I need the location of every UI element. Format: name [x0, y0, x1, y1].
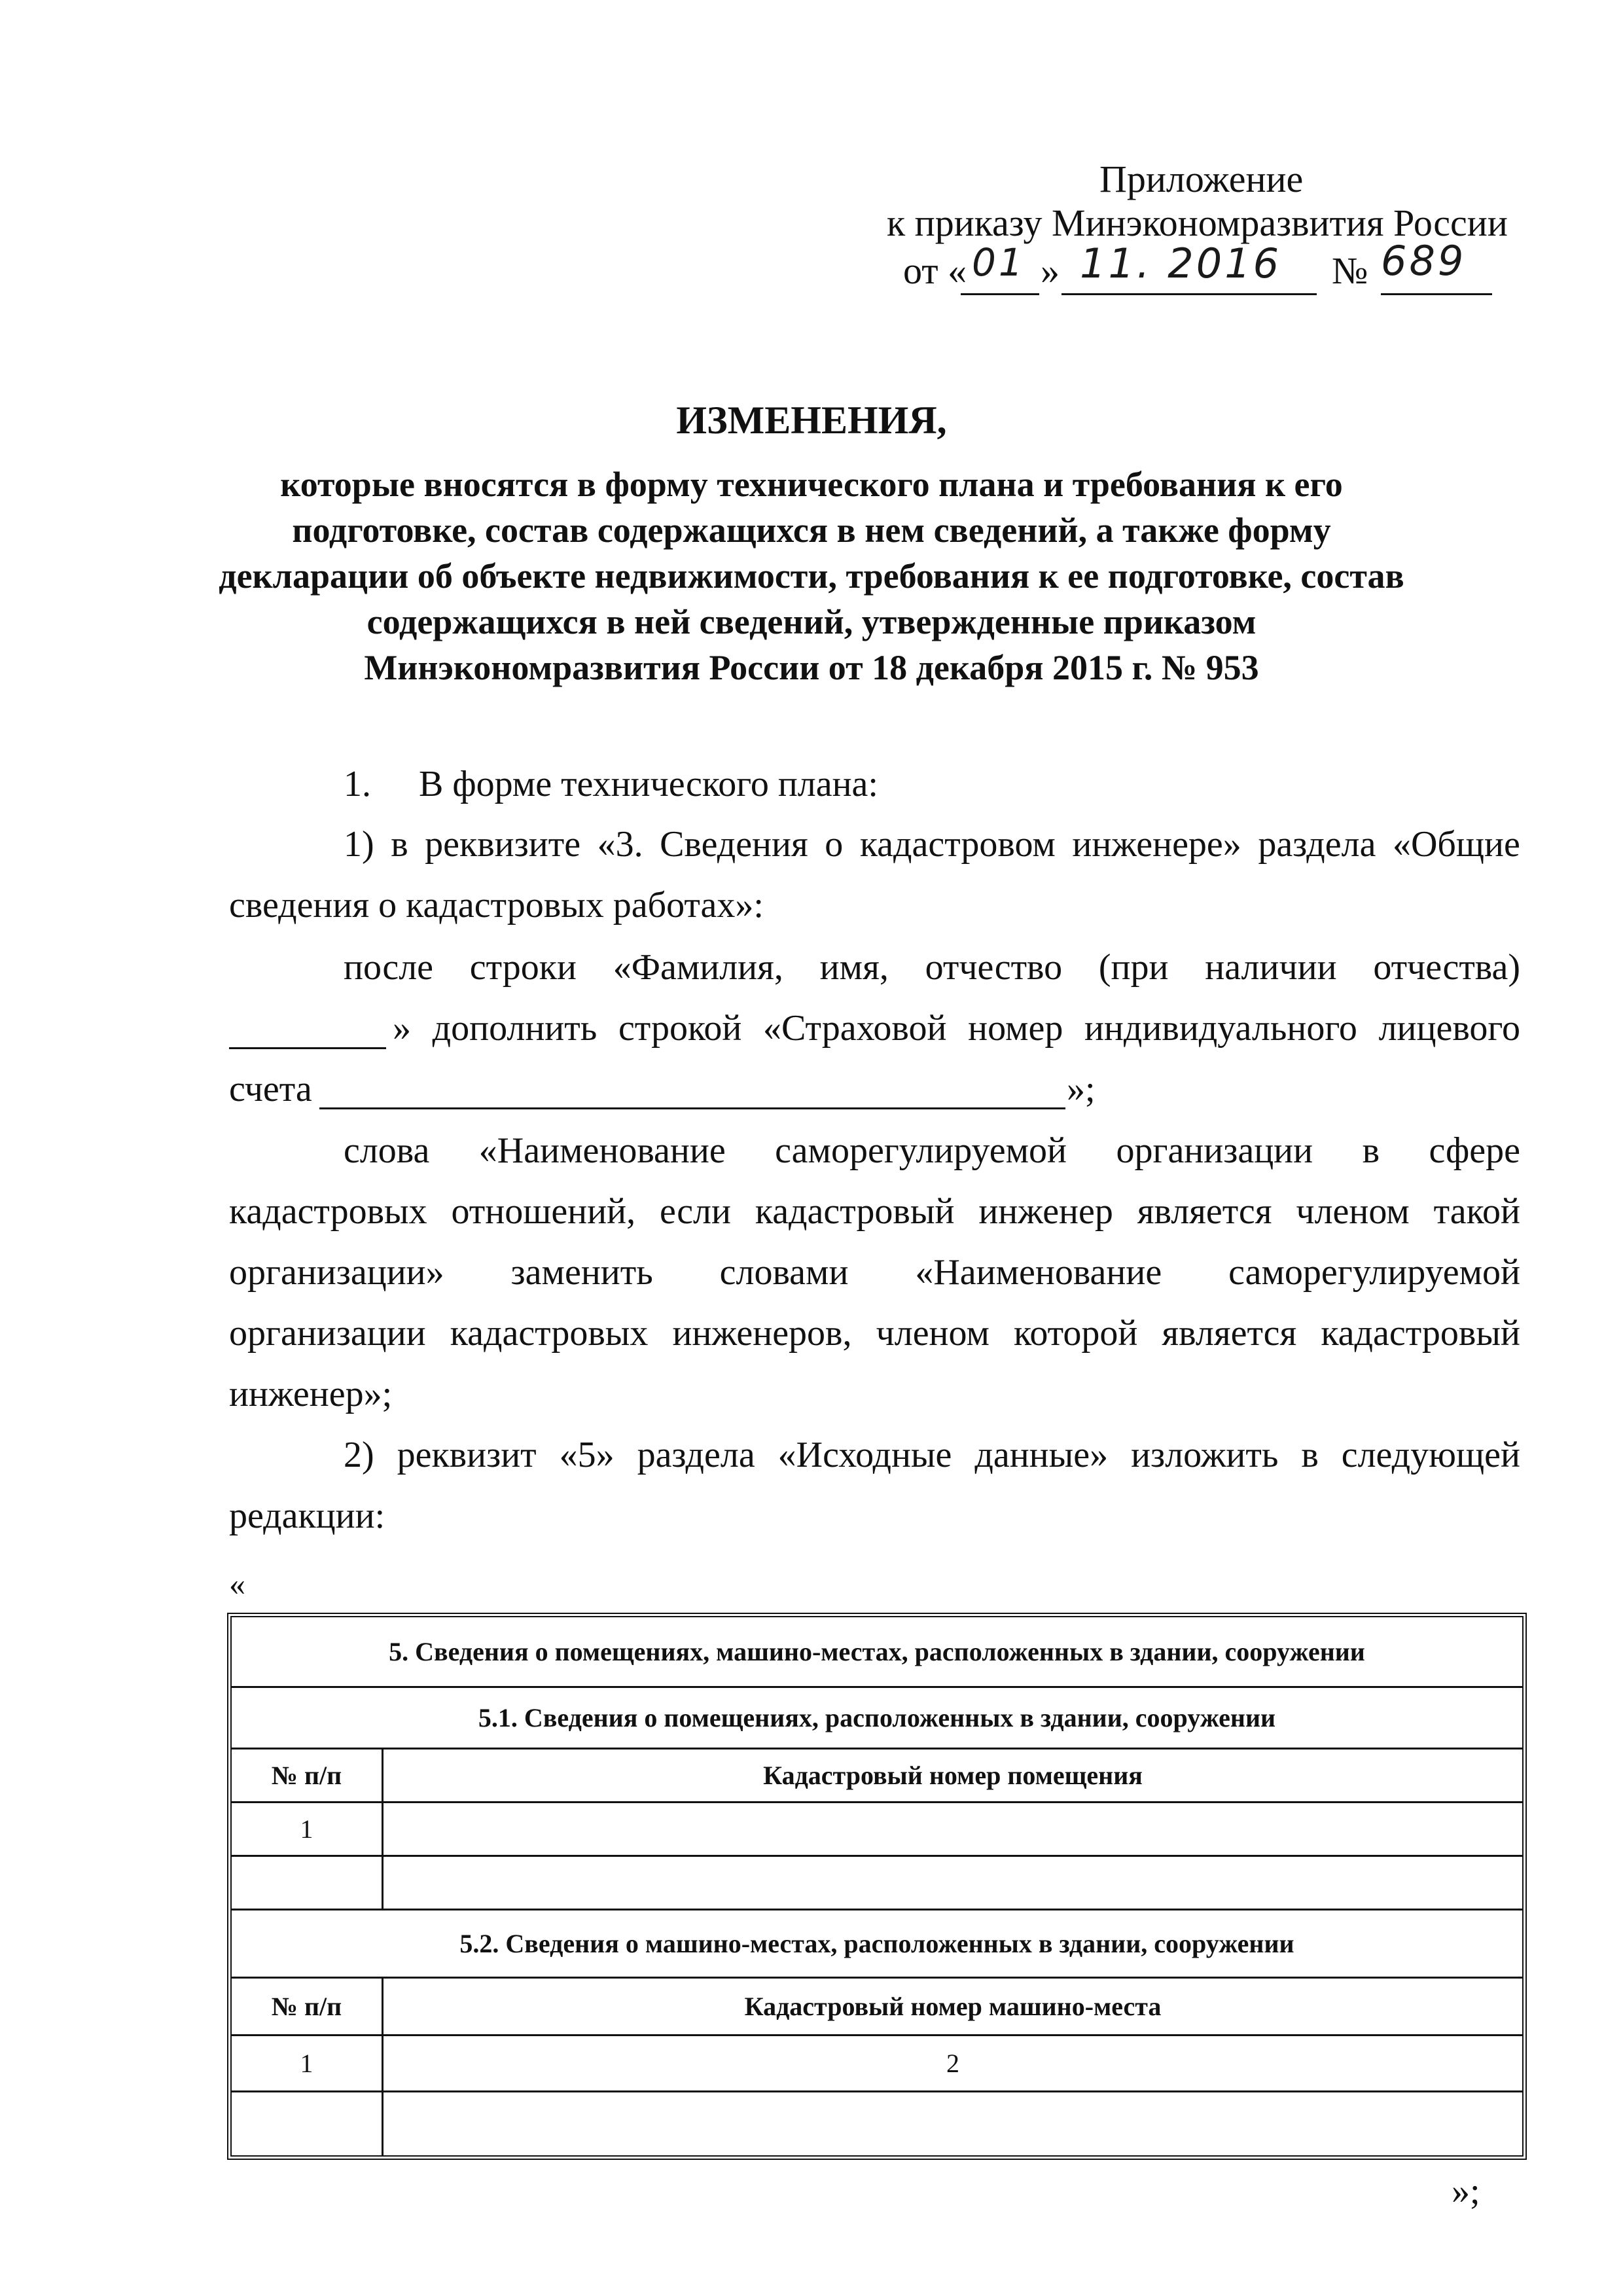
para-5-line-1: [344, 1437, 1520, 1473]
word: реквизите: [425, 824, 581, 865]
para-2-line-1: [344, 826, 1520, 863]
column-header-cadastral-parking: Кадастровый номер машино-места: [744, 1992, 1162, 2021]
word: 2): [344, 1435, 374, 1475]
word: лицевого: [1378, 1008, 1520, 1049]
table-title: 5. Сведения о помещениях, машино-местах, расположенных в здании, сооружении: [389, 1637, 1365, 1666]
item-1-number: 1.: [344, 764, 371, 804]
word: строки: [469, 947, 577, 988]
word: наличии: [1205, 947, 1337, 988]
word: «3.: [597, 824, 643, 865]
order-reference: к приказу Минэкономразвития России: [887, 202, 1508, 244]
word: Сведения: [660, 824, 808, 865]
row-number-cell: [232, 2092, 383, 2155]
word: саморегулируемой: [775, 1130, 1067, 1171]
word: «5»: [559, 1435, 615, 1475]
para-3-line-1: [344, 949, 1520, 986]
word: имя,: [819, 947, 889, 988]
table-row: [232, 2036, 1522, 2092]
para-3-line-2: [393, 1010, 1520, 1047]
section-1-title: 5.1. Сведения о помещениях, расположенных в здании, сооружении: [478, 1703, 1276, 1732]
word: дополнить: [432, 1008, 597, 1049]
close-quote: »;: [1452, 2171, 1480, 2212]
para-3-line-3-start: счета: [229, 1069, 312, 1109]
date-mid-quote: »: [1041, 249, 1060, 292]
word: «Исходные: [777, 1435, 952, 1475]
word: отчества): [1373, 947, 1520, 988]
para-4-line-5: инженер»;: [229, 1374, 393, 1414]
cadastral-number-cell: [383, 1857, 1522, 1909]
cadastral-number-cell: [383, 1803, 1522, 1855]
word: в: [1301, 1435, 1319, 1475]
word: кадастровых: [450, 1313, 649, 1354]
word: инженер: [978, 1191, 1113, 1232]
row-number-cell: [232, 1857, 383, 1909]
handwritten-number: 689: [1381, 237, 1467, 285]
word: членом: [1296, 1191, 1410, 1232]
word: кадастровом: [859, 824, 1056, 865]
subtitle-line: подготовке, состав содержащихся в нем сведений, а также форму: [292, 511, 1331, 550]
word: является: [1137, 1191, 1272, 1232]
document-title: ИЗМЕНЕНИЯ,: [676, 399, 947, 442]
handwritten-day: 01: [972, 240, 1026, 285]
table-row: [232, 2092, 1522, 2155]
word: реквизит: [397, 1435, 537, 1475]
subtitle-line: которые вносятся в форму технического плана и требования к его: [280, 465, 1343, 504]
word: (при: [1098, 947, 1169, 988]
word: кадастровый: [1321, 1313, 1520, 1354]
row-number-cell: 1: [232, 2036, 383, 2090]
subtitle-line: Минэкономразвития России от 18 декабря 2015 г. № 953: [364, 648, 1259, 687]
word: организации: [1116, 1130, 1313, 1171]
table-row: [232, 1857, 1522, 1910]
number-sign: №: [1332, 249, 1368, 292]
document-subtitle: [196, 461, 1427, 691]
section-1-title-row: [232, 1688, 1522, 1749]
word: инженеров,: [672, 1313, 852, 1354]
number-underline: [1381, 293, 1492, 295]
section-2-title-row: [232, 1910, 1522, 1979]
subtitle-line: содержащихся в ней сведений, утвержденные приказом: [366, 602, 1257, 641]
para-4-line-4: [229, 1315, 1520, 1352]
section-2-title: 5.2. Сведения о машино-местах, расположенных в здании, сооружении: [459, 1929, 1294, 1958]
row-number-cell: 1: [232, 1803, 383, 1855]
word: в: [1362, 1130, 1380, 1171]
subtitle-line: декларации об объекте недвижимости, требования к ее подготовке, состав: [219, 556, 1404, 596]
word: »: [393, 1008, 411, 1049]
word: отчество: [925, 947, 1063, 988]
handwritten-month-year: 11. 2016: [1080, 240, 1282, 287]
word: после: [344, 947, 434, 988]
day-underline: [961, 293, 1039, 295]
word: слова: [344, 1130, 430, 1171]
para-3-line-3-end: »;: [1067, 1069, 1096, 1109]
blank-fill-line: [229, 1047, 386, 1049]
table-row: [232, 1803, 1522, 1857]
word: в: [391, 824, 408, 865]
word: заменить: [510, 1252, 653, 1293]
word: о: [825, 824, 844, 865]
word: следующей: [1341, 1435, 1520, 1475]
word: строкой: [618, 1008, 742, 1049]
word: если: [659, 1191, 731, 1232]
word: номер: [968, 1008, 1063, 1049]
word: инженере»: [1072, 824, 1241, 865]
word: такой: [1433, 1191, 1520, 1232]
para-5-line-2: редакции:: [229, 1496, 385, 1536]
word: саморегулируемой: [1228, 1252, 1520, 1293]
blank-fill-line: [319, 1107, 1065, 1109]
word: кадастровый: [755, 1191, 955, 1232]
word: «Страховой: [762, 1008, 947, 1049]
column-header-cadastral-premises: Кадастровый номер помещения: [763, 1761, 1143, 1790]
table-title-row: [232, 1617, 1522, 1688]
word: сфере: [1429, 1130, 1520, 1171]
month-year-underline: [1061, 293, 1317, 295]
word: индивидуального: [1084, 1008, 1357, 1049]
word: «Общие: [1392, 824, 1520, 865]
appendix-label: Приложение: [1099, 158, 1304, 200]
section-1-header-row: [232, 1749, 1522, 1803]
open-quote: «: [229, 1566, 245, 1602]
word: организации»: [229, 1252, 444, 1293]
column-header-number: № п/п: [232, 1749, 383, 1801]
word: «Наименование: [915, 1252, 1162, 1293]
word: раздела: [1258, 824, 1376, 865]
section-2-header-row: [232, 1979, 1522, 2036]
word: 1): [344, 824, 374, 865]
date-from-label: от «: [903, 249, 967, 292]
column-header-number: № п/п: [232, 1979, 383, 2034]
item-1-text: В форме технического плана:: [419, 764, 878, 804]
word: отношений,: [451, 1191, 636, 1232]
word: изложить: [1131, 1435, 1279, 1475]
premises-table: [227, 1613, 1527, 2160]
word: является: [1162, 1313, 1297, 1354]
cadastral-number-cell: [383, 2092, 1522, 2155]
word: «Наименование: [478, 1130, 726, 1171]
para-4-line-1: [344, 1132, 1520, 1169]
para-4-line-3: [229, 1254, 1520, 1291]
word: членом: [876, 1313, 990, 1354]
word: данные»: [974, 1435, 1109, 1475]
cadastral-number-cell: 2: [946, 2049, 959, 2078]
word: организации: [229, 1313, 426, 1354]
word: кадастровых: [229, 1191, 427, 1232]
word: раздела: [637, 1435, 755, 1475]
word: словами: [719, 1252, 849, 1293]
para-2-line-2: сведения о кадастровых работах»:: [229, 885, 764, 925]
para-4-line-2: [229, 1193, 1520, 1230]
word: которой: [1014, 1313, 1138, 1354]
word: «Фамилия,: [613, 947, 783, 988]
